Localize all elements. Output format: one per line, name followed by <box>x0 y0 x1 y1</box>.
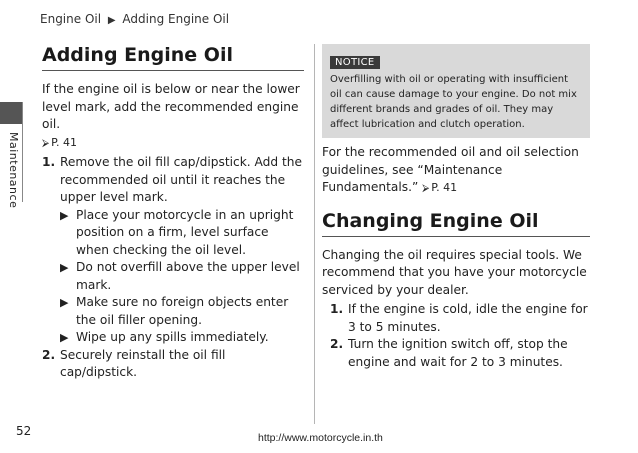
left-column <box>42 44 304 382</box>
adding-steps <box>42 154 304 382</box>
page-ref-icon: ⮚ <box>422 183 430 194</box>
changing-steps <box>330 301 590 371</box>
page-reference[interactable]: ⮚ P. 41 <box>42 135 78 149</box>
step-text: Turn the ignition switch off, stop the engine and wait for 2 to 3 minutes. <box>348 337 568 369</box>
page-number: 52 <box>16 424 32 438</box>
step-number: 1. <box>42 155 56 169</box>
breadcrumb-parent[interactable]: Engine Oil <box>40 12 102 26</box>
sub-note: ▶ Place your motorcycle in an upright position on a firm, level surface when checking the oil level. <box>60 207 294 257</box>
changing-intro: Changing the oil requires special tools. We recommend that you have your motorcycle serviced by your dealer. <box>322 247 587 297</box>
triangle-right-icon: ▶ <box>60 261 69 274</box>
side-tab-marker <box>0 102 22 124</box>
step-number: 2. <box>42 347 56 362</box>
breadcrumb <box>40 12 229 26</box>
section-title-changing: Changing Engine Oil <box>322 210 590 237</box>
footer-url[interactable]: http://www.motorcycle.in.th <box>258 432 383 444</box>
step-number: 1. <box>330 302 344 317</box>
sub-note: ▶ Make sure no foreign objects enter the oil filler opening. <box>60 295 289 327</box>
guideline-text: For the recommended oil and oil selection guidelines, see “Maintenance Fundamentals.” ⮚ P. 41 <box>322 145 579 194</box>
triangle-right-icon: ▶ <box>60 208 69 222</box>
notice-text: Overfilling with oil or operating with insufficient oil can cause damage to your engine. Do not mix different brands and grades of oil. They may affect lubrication and clutch operation. <box>330 74 577 130</box>
sub-note: ▶ Wipe up any spills immediately. <box>60 329 304 347</box>
list-item <box>330 336 590 371</box>
triangle-right-icon: ▶ <box>60 331 69 344</box>
notice-box <box>322 44 590 138</box>
triangle-right-icon: ▶ <box>60 296 69 309</box>
page-ref-icon: ⮚ <box>42 137 50 149</box>
adding-intro: If the engine oil is below or near the lower level mark, add the recommended engine oil. ⮚ P. 41 <box>42 82 300 149</box>
list-item <box>42 347 304 382</box>
step-number: 2. <box>330 337 344 352</box>
list-item <box>330 301 590 336</box>
step-text: Remove the oil fill cap/dipstick. Add the recommended oil until it reaches the upper level mark. <box>60 155 302 204</box>
triangle-right-icon: ▶ <box>107 15 116 26</box>
side-tab <box>0 102 23 209</box>
right-column <box>322 44 590 371</box>
sub-note: ▶ Do not overfill above the upper level mark. <box>60 260 300 292</box>
step-text: Securely reinstall the oil fill cap/dipstick. <box>60 347 226 379</box>
page-reference[interactable]: ⮚ P. 41 <box>422 181 458 194</box>
step-text: If the engine is cold, idle the engine for 3 to 5 minutes. <box>348 302 588 334</box>
notice-badge: NOTICE <box>330 56 380 69</box>
list-item <box>42 154 304 347</box>
breadcrumb-current: Adding Engine Oil <box>122 12 230 26</box>
column-divider <box>314 44 315 424</box>
section-title-adding: Adding Engine Oil <box>42 44 304 71</box>
side-tab-label: Maintenance <box>7 132 20 209</box>
